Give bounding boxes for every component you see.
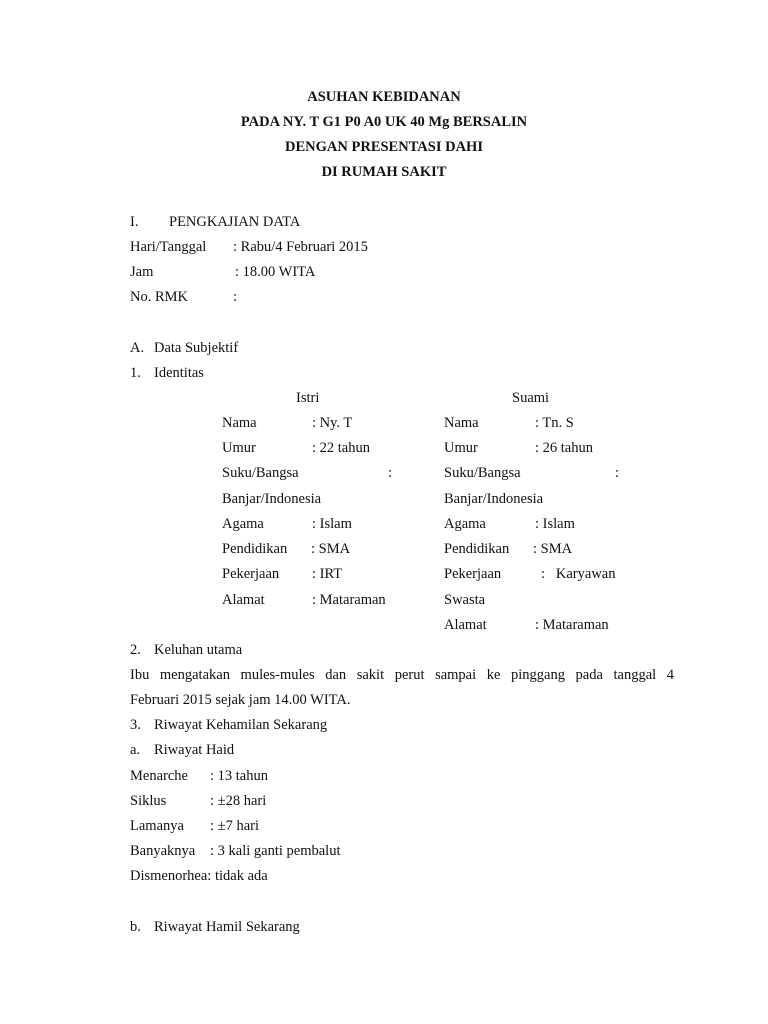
document-title-line-1: ASUHAN KEBIDANAN — [307, 89, 461, 105]
cycle-value: : ±28 hari — [210, 793, 267, 809]
wife-occupation-value: : IRT — [312, 566, 343, 582]
complaint-text-line-1: Ibu mengatakan mules-mules dan sakit perut sampai ke pinggang pada tanggal 4 — [130, 667, 674, 683]
section-title: PENGKAJIAN DATA — [169, 214, 301, 230]
field-label-time: Jam — [130, 264, 154, 280]
subsection-letter: A. — [130, 340, 145, 356]
cycle-label: Siklus — [130, 793, 167, 809]
document-title-line-4: DI RUMAH SAKIT — [321, 164, 447, 180]
current-pregnancy-title: Riwayat Hamil Sekarang — [154, 919, 300, 935]
menarche-label: Menarche — [130, 768, 188, 784]
amount-value: : 3 kali ganti pembalut — [210, 843, 341, 859]
current-pregnancy-letter: b. — [130, 919, 141, 935]
wife-education-value: : SMA — [311, 541, 351, 557]
field-value-date: : Rabu/4 Februari 2015 — [233, 239, 368, 255]
wife-age-value: : 22 tahun — [312, 440, 370, 456]
pregnancy-history-title: Riwayat Kehamilan Sekarang — [154, 717, 328, 733]
section-number: I. — [130, 214, 139, 230]
pregnancy-history-number: 3. — [130, 717, 141, 733]
wife-religion-label: Agama — [222, 516, 264, 532]
subsection-title: Data Subjektif — [154, 340, 239, 356]
wife-ethnicity-colon: : — [388, 465, 393, 481]
husband-age-label: Umur — [444, 440, 478, 456]
husband-occupation-value-cont: Swasta — [444, 592, 486, 608]
document-title-line-2: PADA NY. T G1 P0 A0 UK 40 Mg BERSALIN — [240, 114, 528, 130]
identity-title: Identitas — [154, 365, 204, 381]
amount-label: Banyaknya — [130, 843, 196, 859]
wife-name-label: Nama — [222, 415, 257, 431]
husband-ethnicity-value: Banjar/Indonesia — [444, 491, 544, 507]
husband-age-value: : 26 tahun — [535, 440, 593, 456]
husband-name-label: Nama — [444, 415, 479, 431]
wife-education-label: Pendidikan — [222, 541, 288, 557]
complaint-text-line-2: Februari 2015 sejak jam 14.00 WITA. — [130, 692, 351, 708]
husband-education-value: : SMA — [533, 541, 573, 557]
complaint-title: Keluhan utama — [154, 642, 243, 658]
wife-religion-value: : Islam — [312, 516, 352, 532]
field-value-time: : 18.00 WITA — [235, 264, 316, 280]
wife-ethnicity-label: Suku/Bangsa — [222, 465, 299, 481]
husband-occupation-value: : Karyawan — [541, 566, 616, 582]
dysmenorrhea-line: Dismenorhea: tidak ada — [130, 868, 268, 884]
husband-religion-label: Agama — [444, 516, 486, 532]
wife-age-label: Umur — [222, 440, 256, 456]
husband-address-label: Alamat — [444, 617, 487, 633]
complaint-number: 2. — [130, 642, 141, 658]
duration-value: : ±7 hari — [210, 818, 260, 834]
wife-occupation-label: Pekerjaan — [222, 566, 280, 582]
identity-number: 1. — [130, 365, 141, 381]
menarche-value: : 13 tahun — [210, 768, 268, 784]
wife-address-value: : Mataraman — [312, 592, 386, 608]
husband-name-value: : Tn. S — [535, 415, 574, 431]
menstrual-history-title: Riwayat Haid — [154, 742, 235, 758]
husband-address-value: : Mataraman — [535, 617, 609, 633]
husband-ethnicity-label: Suku/Bangsa — [444, 465, 521, 481]
document-title-line-3: DENGAN PRESENTASI DAHI — [285, 139, 483, 155]
husband-ethnicity-colon: : — [615, 465, 620, 481]
wife-address-label: Alamat — [222, 592, 265, 608]
field-label-date: Hari/Tanggal — [130, 239, 207, 255]
menstrual-history-letter: a. — [130, 742, 141, 758]
wife-ethnicity-value: Banjar/Indonesia — [222, 491, 322, 507]
wife-column-header: Istri — [296, 390, 320, 406]
husband-column-header: Suami — [512, 390, 550, 406]
field-value-rmk: : — [233, 289, 238, 305]
husband-occupation-label: Pekerjaan — [444, 566, 502, 582]
field-label-rmk: No. RMK — [130, 289, 189, 305]
wife-name-value: : Ny. T — [312, 415, 353, 431]
husband-education-label: Pendidikan — [444, 541, 510, 557]
husband-religion-value: : Islam — [535, 516, 575, 532]
duration-label: Lamanya — [130, 818, 184, 834]
